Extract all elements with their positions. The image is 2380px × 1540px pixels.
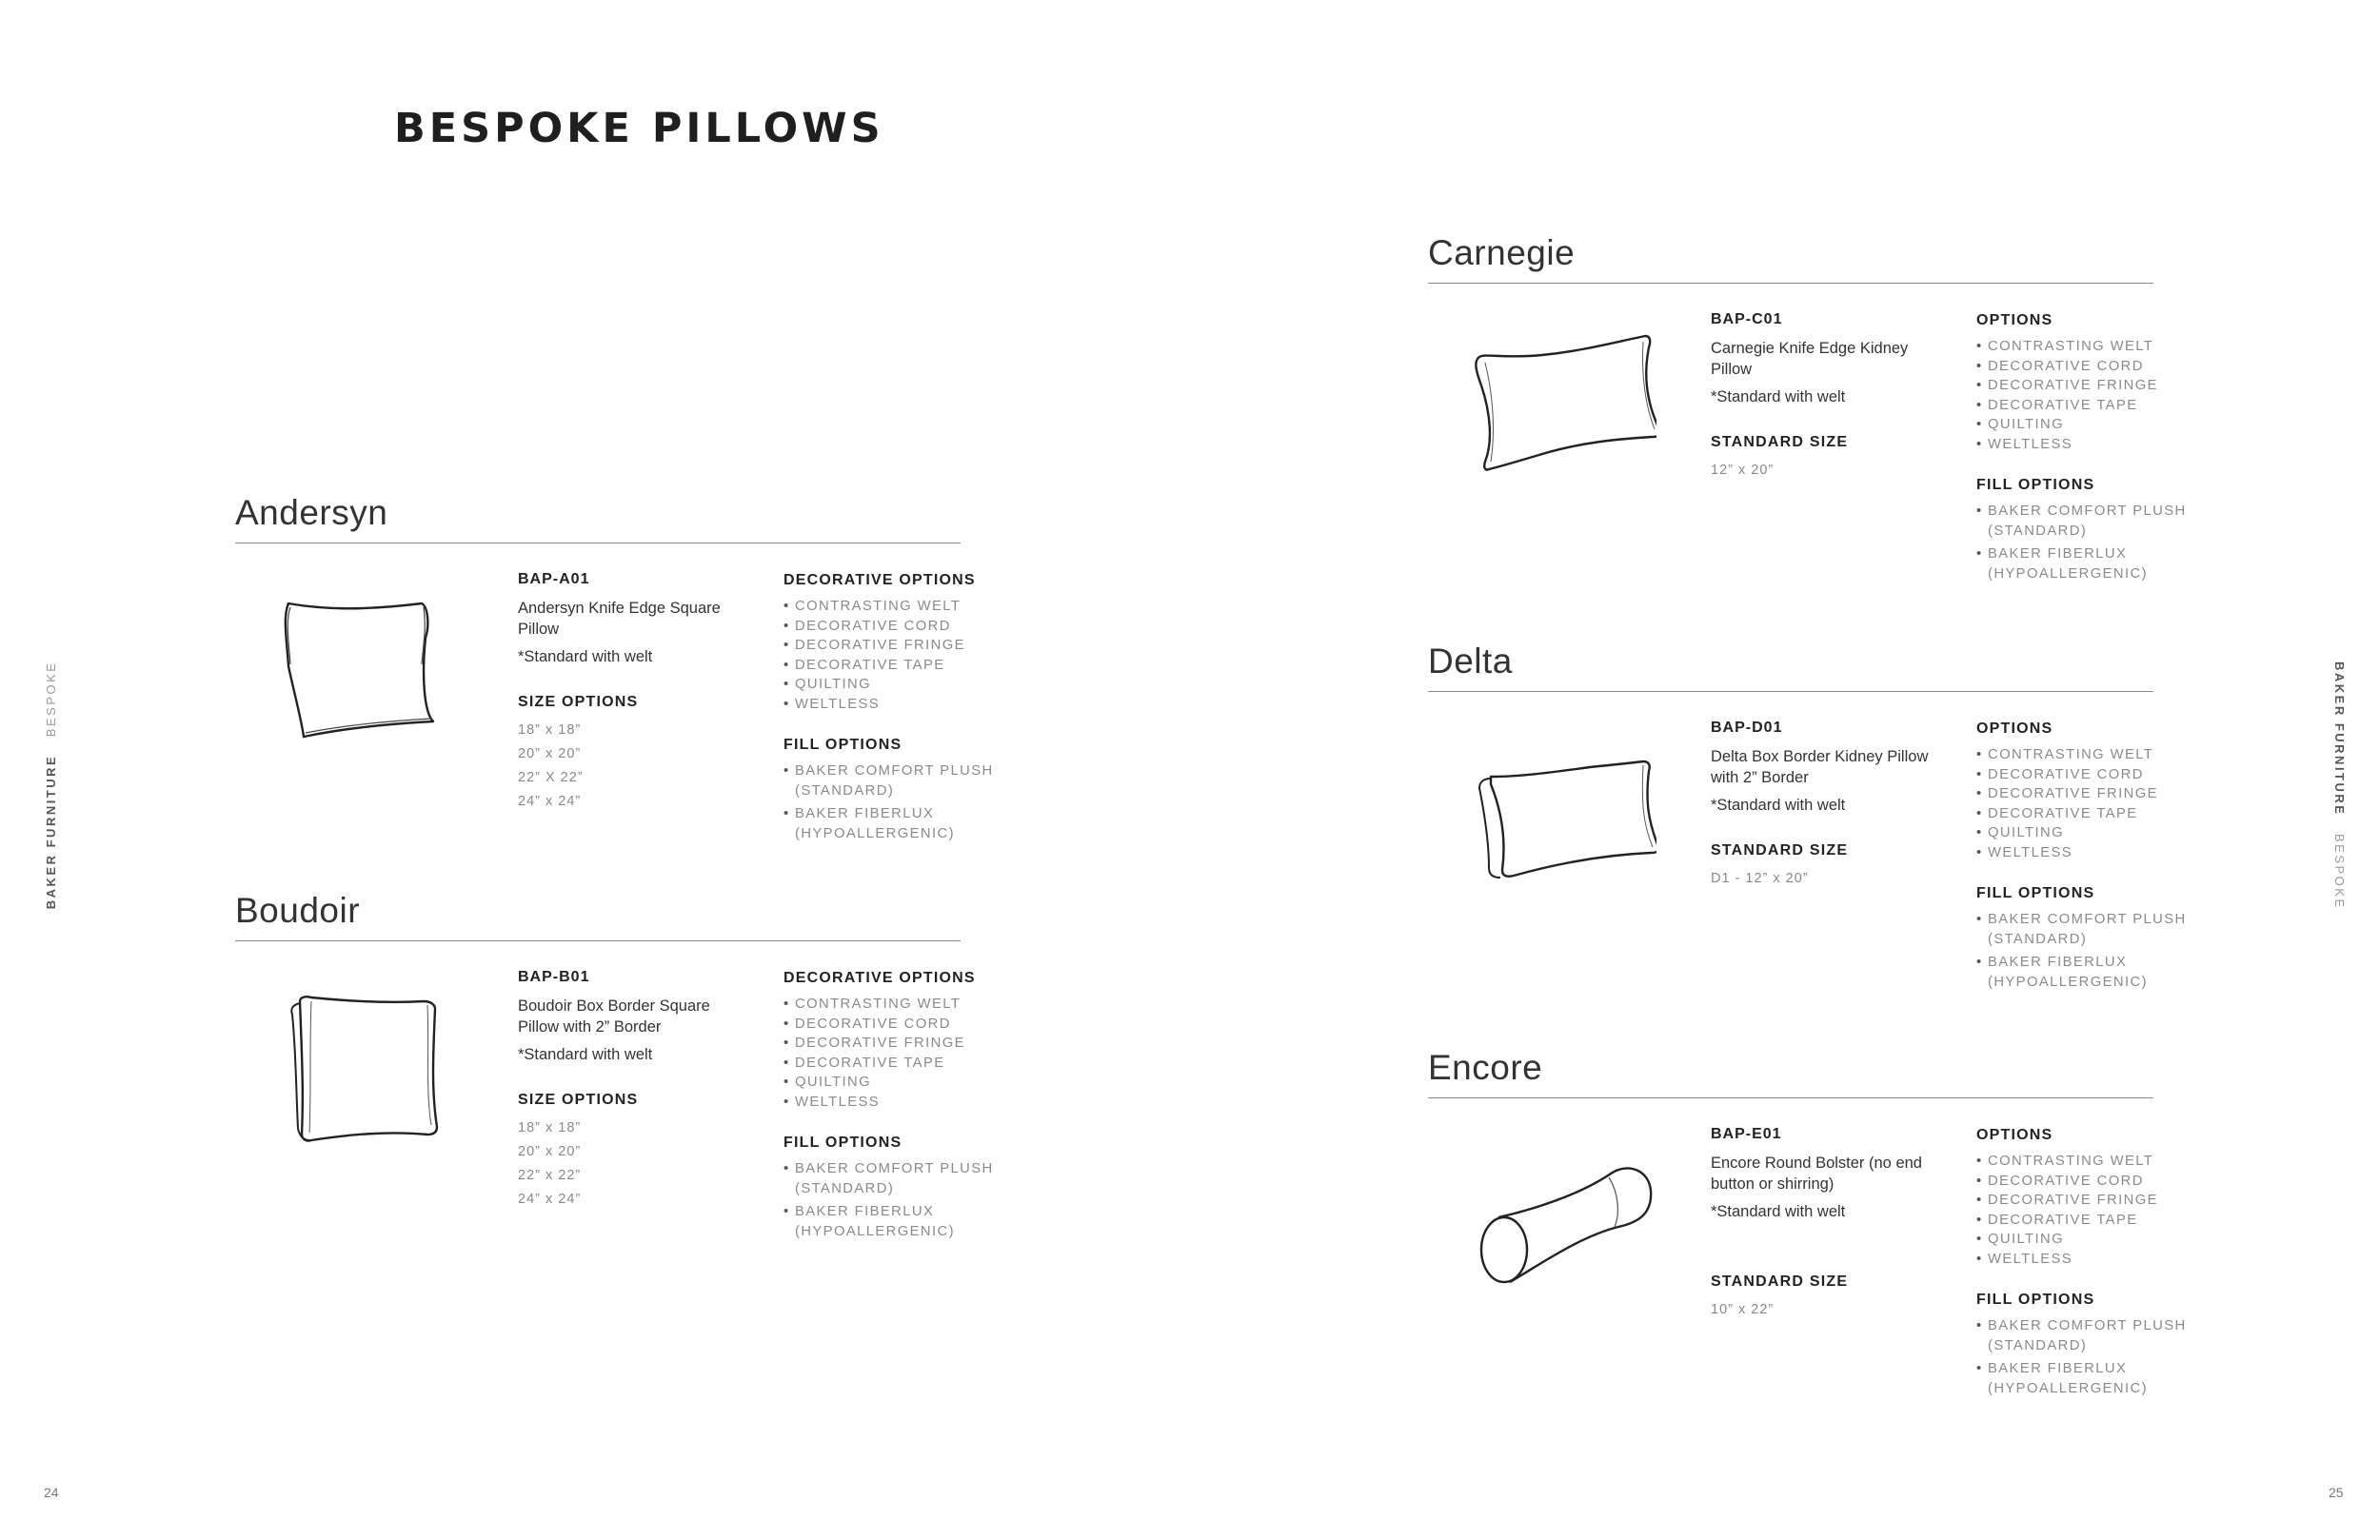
size-item: 18” x 18” bbox=[518, 722, 582, 738]
section-title: Delta bbox=[1428, 642, 1513, 681]
option-item: • DECORATIVE CORD bbox=[783, 617, 1012, 637]
option-item: • CONTRASTING WELT bbox=[1976, 337, 2205, 357]
fill-options-label: FILL OPTIONS bbox=[1976, 1292, 2095, 1308]
product-code: BAP-A01 bbox=[518, 571, 590, 587]
fill-option-item: • BAKER COMFORT PLUSH (STANDARD) bbox=[1976, 1316, 2205, 1355]
size-options-label: SIZE OPTIONS bbox=[518, 1092, 639, 1108]
section-title: Encore bbox=[1428, 1048, 1543, 1087]
fill-options-label: FILL OPTIONS bbox=[783, 737, 902, 753]
options-label: OPTIONS bbox=[1976, 312, 2053, 328]
option-item: • QUILTING bbox=[1976, 415, 2205, 435]
round-bolster-pillow-icon bbox=[1447, 1124, 1656, 1314]
option-item: • WELTLESS bbox=[1976, 1250, 2205, 1270]
option-item: • DECORATIVE TAPE bbox=[783, 1054, 1012, 1074]
product-options bbox=[783, 572, 1012, 847]
option-item: • CONTRASTING WELT bbox=[1976, 745, 2205, 765]
option-item: • DECORATIVE CORD bbox=[1976, 1172, 2205, 1192]
product-note: *Standard with welt bbox=[1711, 1203, 1846, 1220]
fill-option-item: • BAKER COMFORT PLUSH (STANDARD) bbox=[1976, 502, 2205, 541]
fill-option-item: • BAKER COMFORT PLUSH (STANDARD) bbox=[783, 1159, 1012, 1198]
size-item: D1 - 12” x 20” bbox=[1711, 871, 1809, 886]
product-section-encore bbox=[1428, 1048, 2361, 1429]
size-list bbox=[518, 1116, 746, 1212]
option-item: • DECORATIVE CORD bbox=[783, 1015, 1012, 1035]
option-item: • DECORATIVE TAPE bbox=[1976, 1211, 2205, 1231]
product-options bbox=[1976, 312, 2205, 587]
fill-options-label: FILL OPTIONS bbox=[1976, 885, 2095, 901]
square-knife-edge-pillow-icon bbox=[254, 569, 464, 760]
side-label-brand: BAKER FURNITURE bbox=[44, 754, 58, 910]
product-description: Carnegie Knife Edge Kidney Pillow bbox=[1711, 340, 1909, 378]
product-code: BAP-C01 bbox=[1711, 311, 1783, 327]
page-number-left: 24 bbox=[44, 1485, 59, 1500]
option-item: • DECORATIVE TAPE bbox=[1976, 804, 2205, 824]
options-label: DECORATIVE OPTIONS bbox=[783, 970, 976, 986]
fill-option-item: • BAKER FIBERLUX (HYPOALLERGENIC) bbox=[1976, 544, 2205, 583]
square-box-border-pillow-icon bbox=[254, 967, 464, 1157]
option-item: • WELTLESS bbox=[1976, 435, 2205, 455]
product-code: BAP-E01 bbox=[1711, 1126, 1782, 1142]
product-info bbox=[1711, 311, 1939, 483]
product-note: *Standard with welt bbox=[518, 648, 653, 665]
size-item: 22” x 22” bbox=[518, 1168, 582, 1183]
option-item: • DECORATIVE FRINGE bbox=[783, 636, 1012, 656]
size-item: 24” x 24” bbox=[518, 1192, 582, 1207]
product-code: BAP-B01 bbox=[518, 969, 590, 985]
fill-option-item: • BAKER FIBERLUX (HYPOALLERGENIC) bbox=[1976, 1359, 2205, 1398]
option-item: • CONTRASTING WELT bbox=[1976, 1152, 2205, 1172]
section-divider bbox=[235, 940, 961, 941]
fill-options-list bbox=[1976, 1316, 2205, 1398]
standard-size-label: STANDARD SIZE bbox=[1711, 1273, 1849, 1290]
side-label-section: BESPOKE bbox=[2332, 833, 2347, 910]
product-section-boudoir bbox=[235, 891, 1168, 1272]
product-options bbox=[1976, 1127, 2205, 1402]
kidney-knife-edge-pillow-icon bbox=[1447, 309, 1656, 500]
option-item: • CONTRASTING WELT bbox=[783, 995, 1012, 1015]
fill-option-item: • BAKER COMFORT PLUSH (STANDARD) bbox=[1976, 910, 2205, 949]
size-list bbox=[518, 719, 746, 814]
product-description: Boudoir Box Border Square Pillow with 2” Border bbox=[518, 997, 710, 1036]
product-note: *Standard with welt bbox=[1711, 797, 1846, 814]
product-options bbox=[1976, 721, 2205, 996]
option-item: • DECORATIVE FRINGE bbox=[783, 1034, 1012, 1054]
product-section-delta bbox=[1428, 642, 2361, 1022]
option-item: • DECORATIVE TAPE bbox=[1976, 396, 2205, 416]
option-item: • WELTLESS bbox=[1976, 843, 2205, 863]
options-label: OPTIONS bbox=[1976, 1127, 2053, 1143]
size-item: 10” x 22” bbox=[1711, 1302, 1775, 1317]
fill-options-list bbox=[1976, 502, 2205, 583]
options-label: OPTIONS bbox=[1976, 721, 2053, 737]
page-number-right: 25 bbox=[2329, 1485, 2344, 1500]
fill-options-label: FILL OPTIONS bbox=[1976, 477, 2095, 493]
side-label-brand: BAKER FURNITURE bbox=[2332, 661, 2347, 817]
product-note: *Standard with welt bbox=[1711, 388, 1846, 405]
option-item: • QUILTING bbox=[783, 1073, 1012, 1093]
option-item: • WELTLESS bbox=[783, 1093, 1012, 1113]
option-item: • CONTRASTING WELT bbox=[783, 597, 1012, 617]
fill-options-list bbox=[783, 761, 1012, 843]
section-title: Carnegie bbox=[1428, 233, 1576, 272]
options-list bbox=[1976, 745, 2205, 862]
size-item: 18” x 18” bbox=[518, 1120, 582, 1135]
size-list bbox=[1711, 459, 1939, 483]
product-info bbox=[1711, 720, 1939, 891]
option-item: • DECORATIVE FRINGE bbox=[1976, 784, 2205, 804]
size-item: 24” x 24” bbox=[518, 794, 582, 809]
product-section-carnegie bbox=[1428, 233, 2361, 614]
size-item: 22” X 22” bbox=[518, 770, 584, 785]
options-list bbox=[1976, 1152, 2205, 1269]
section-title: Andersyn bbox=[235, 493, 388, 532]
option-item: • DECORATIVE CORD bbox=[1976, 765, 2205, 785]
product-description: Encore Round Bolster (no end button or shirring) bbox=[1711, 1155, 1922, 1193]
product-options bbox=[783, 970, 1012, 1245]
size-item: 12” x 20” bbox=[1711, 463, 1775, 478]
option-item: • DECORATIVE CORD bbox=[1976, 357, 2205, 377]
option-item: • DECORATIVE FRINGE bbox=[1976, 1191, 2205, 1211]
product-note: *Standard with welt bbox=[518, 1046, 653, 1063]
section-title: Boudoir bbox=[235, 891, 361, 930]
page-title: BESPOKE PILLOWS bbox=[394, 105, 884, 152]
options-list bbox=[1976, 337, 2205, 454]
fill-option-item: • BAKER FIBERLUX (HYPOALLERGENIC) bbox=[1976, 953, 2205, 992]
side-label-left bbox=[44, 661, 58, 909]
options-label: DECORATIVE OPTIONS bbox=[783, 572, 976, 588]
size-list bbox=[1711, 1298, 1939, 1322]
options-list bbox=[783, 995, 1012, 1112]
option-item: • QUILTING bbox=[1976, 823, 2205, 843]
product-info bbox=[518, 571, 746, 814]
product-code: BAP-D01 bbox=[1711, 720, 1783, 736]
option-item: • WELTLESS bbox=[783, 695, 1012, 715]
product-description: Andersyn Knife Edge Square Pillow bbox=[518, 600, 721, 638]
option-item: • DECORATIVE TAPE bbox=[783, 656, 1012, 676]
product-description: Delta Box Border Kidney Pillow with 2” Border bbox=[1711, 748, 1929, 786]
size-list bbox=[1711, 867, 1939, 891]
option-item: • QUILTING bbox=[1976, 1230, 2205, 1250]
product-info bbox=[1711, 1126, 1939, 1322]
standard-size-label: STANDARD SIZE bbox=[1711, 842, 1849, 859]
section-divider bbox=[1428, 691, 2153, 692]
fill-options-list bbox=[783, 1159, 1012, 1241]
fill-options-list bbox=[1976, 910, 2205, 992]
option-item: • DECORATIVE FRINGE bbox=[1976, 376, 2205, 396]
fill-option-item: • BAKER FIBERLUX (HYPOALLERGENIC) bbox=[783, 804, 1012, 843]
fill-option-item: • BAKER COMFORT PLUSH (STANDARD) bbox=[783, 761, 1012, 800]
kidney-box-border-pillow-icon bbox=[1447, 718, 1656, 908]
section-divider bbox=[1428, 1097, 2153, 1098]
product-info bbox=[518, 969, 746, 1212]
standard-size-label: STANDARD SIZE bbox=[1711, 434, 1849, 450]
size-item: 20” x 20” bbox=[518, 1144, 582, 1159]
fill-options-label: FILL OPTIONS bbox=[783, 1135, 902, 1151]
fill-option-item: • BAKER FIBERLUX (HYPOALLERGENIC) bbox=[783, 1202, 1012, 1241]
option-item: • QUILTING bbox=[783, 675, 1012, 695]
side-label-section: BESPOKE bbox=[44, 661, 58, 738]
section-divider bbox=[1428, 283, 2153, 284]
size-item: 20” x 20” bbox=[518, 746, 582, 761]
product-section-andersyn bbox=[235, 493, 1168, 874]
options-list bbox=[783, 597, 1012, 714]
size-options-label: SIZE OPTIONS bbox=[518, 694, 639, 710]
